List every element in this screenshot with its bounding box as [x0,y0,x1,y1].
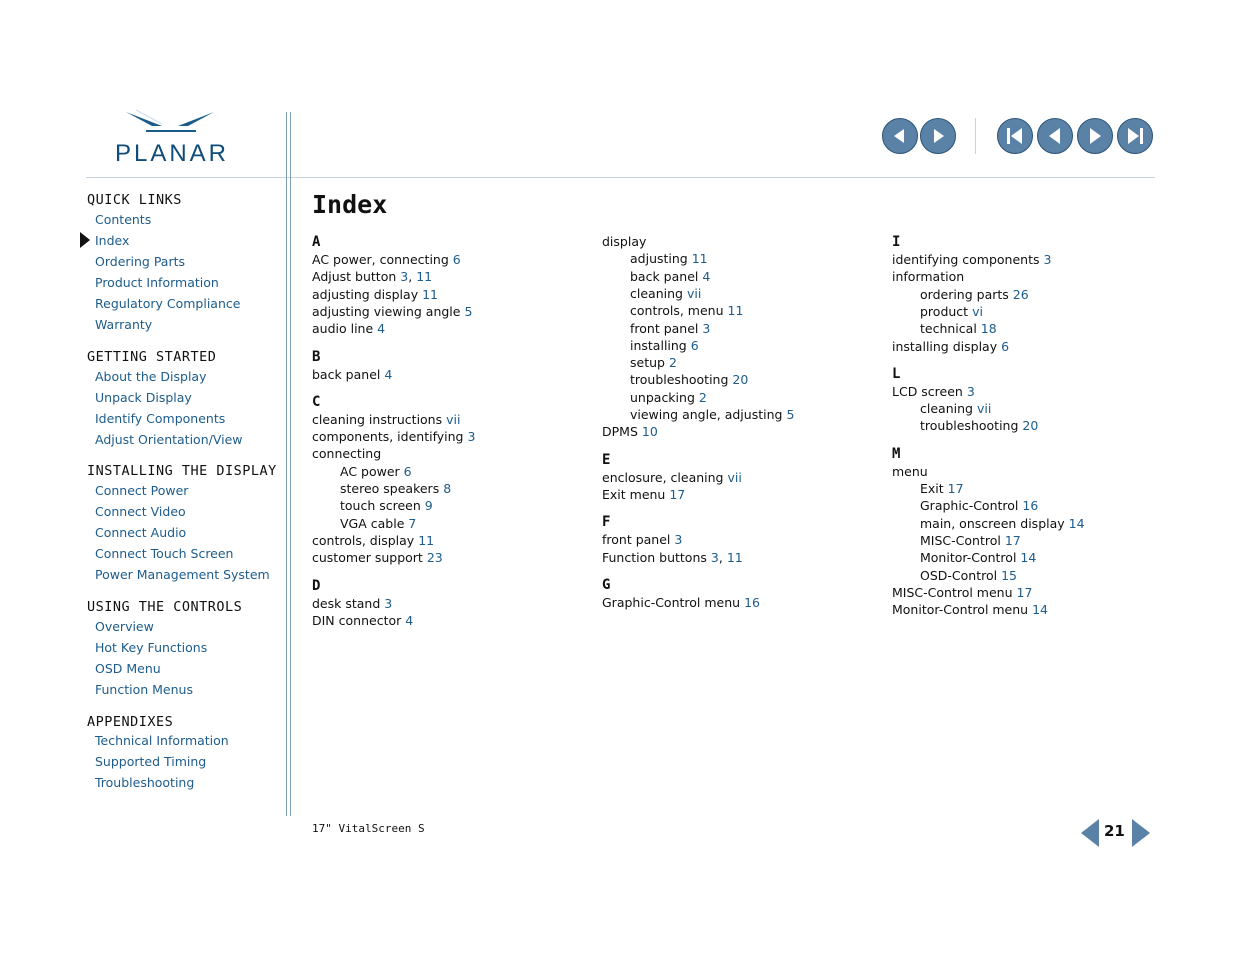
first-page-button[interactable] [997,118,1033,154]
index-page-link[interactable]: 4 [384,366,393,382]
index-page-link[interactable]: 17 [1004,532,1021,548]
sidebar-link-product-information[interactable]: Product Information [95,275,219,290]
index-term: Function buttons [602,549,707,565]
sidebar-link-connect-power[interactable]: Connect Power [95,483,189,498]
sidebar-link-power-management[interactable]: Power Management System [95,567,270,582]
index-term: technical [920,321,977,337]
index-page-link[interactable]: 11 [691,251,708,267]
sidebar-link-osd-menu[interactable]: OSD Menu [95,661,161,676]
index-subentry [630,303,743,318]
index-letter: G [602,576,611,593]
index-subentry [630,407,794,422]
index-letter: C [312,393,321,410]
index-entry [312,304,472,319]
index-letter: L [892,365,901,382]
index-term: Graphic-Control menu [602,594,741,610]
index-entry [312,269,432,284]
index-page-link[interactable]: 20 [1022,418,1039,434]
index-subentry [920,418,1038,433]
index-subentry [630,355,677,370]
index-subentry [630,372,748,387]
index-page-link[interactable]: 3 [966,383,975,399]
index-entry [892,384,975,399]
index-page-link[interactable]: 23 [426,550,443,566]
index-subentry [920,550,1036,565]
index-page-link[interactable]: 10 [641,424,658,440]
index-term: DIN connector [312,612,402,628]
index-term: customer support [312,550,423,566]
index-page-link[interactable]: 11 [422,286,438,302]
index-subentry [920,287,1029,302]
index-term: adjusting [630,251,688,267]
index-page-link[interactable]: 17 [947,481,964,496]
index-term: back panel [312,366,381,382]
index-term: controls, menu [630,303,724,319]
index-page-link[interactable]: 11 [727,303,744,319]
index-subentry [920,401,991,416]
index-term: OSD-Control [920,567,998,583]
index-page-link[interactable]: 16 [1022,498,1039,514]
sidebar-link-connect-audio[interactable]: Connect Audio [95,525,187,540]
index-term: installing [630,337,687,353]
index-term: cleaning instructions [312,411,443,427]
index-entry [312,429,475,444]
index-letter: D [312,577,321,594]
index-term: stereo speakers [340,481,440,496]
previous-page-button[interactable] [1037,118,1073,154]
index-entry [602,532,682,547]
index-subentry [920,304,983,319]
index-term: identifying components [892,252,1040,267]
index-subentry [340,498,433,513]
index-page-link[interactable]: 5 [786,407,795,422]
first-page-icon [1004,125,1026,147]
previous-page-arrow-icon[interactable] [1081,819,1099,847]
index-page-link[interactable]: vii [976,401,992,417]
index-entry [312,321,385,336]
index-entry [312,367,392,382]
last-page-button[interactable] [1117,118,1153,154]
index-page-link[interactable]: vii [686,285,702,301]
logo-text: PLANAR [114,140,230,167]
index-page-link[interactable]: 11 [418,532,435,548]
index-entry [602,234,646,249]
sidebar-link-identify-components[interactable]: Identify Components [95,411,226,426]
index-page-link[interactable]: 2 [698,389,707,405]
index-entry [312,287,438,302]
index-page-link[interactable]: 3 [384,595,393,611]
index-page-link[interactable]: 17 [1016,584,1033,600]
index-entry [602,487,685,502]
index-term: components, identifying [312,429,464,445]
index-page-link[interactable]: 3 [674,532,683,548]
index-page-link[interactable]: 14 [1020,550,1037,566]
index-subentry [920,481,964,496]
next-page-button[interactable] [1077,118,1113,154]
index-page-link[interactable]: 8 [443,481,452,496]
index-entry [312,550,443,565]
index-page-link[interactable]: 7 [408,515,417,531]
index-letter: M [892,445,901,462]
index-term: front panel [630,320,699,336]
index-term: desk stand [312,595,381,611]
index-entry [892,339,1009,354]
index-term: Exit [920,481,944,496]
index-term: adjusting display [312,286,419,302]
index-page-link[interactable]: vi [972,303,983,319]
index-page-link[interactable]: vii [727,469,742,485]
index-subentry [630,251,708,266]
index-term: AC power [340,463,400,479]
last-page-icon [1124,125,1146,147]
sidebar-link-warranty[interactable]: Warranty [95,317,153,332]
index-term: unpacking [630,389,695,405]
sidebar-link-about-display[interactable]: About the Display [95,369,207,384]
index-page-link[interactable]: 6 [403,463,412,479]
index-entry [602,595,760,610]
index-letter: F [602,514,611,531]
index-entry [312,412,460,427]
sidebar-link-regulatory-compliance[interactable]: Regulatory Compliance [95,296,241,311]
index-term: cleaning [920,401,973,417]
index-page-link[interactable]: 5 [464,303,473,319]
index-page-link[interactable]: 3 [467,429,476,445]
previous-page-icon [1044,125,1066,147]
index-term: enclosure, cleaning [602,469,724,485]
sidebar-heading-appendixes: APPENDIXES [87,714,174,730]
index-term: Adjust button [312,269,397,285]
index-term: troubleshooting [630,372,729,388]
index-entry [602,424,658,439]
index-entry [312,446,381,461]
sidebar-link-troubleshooting[interactable]: Troubleshooting [95,775,195,790]
index-page-link[interactable]: 14 [1068,515,1085,531]
index-subentry [630,321,710,336]
index-term: product [920,303,969,319]
index-page-link[interactable]: 4 [702,268,711,284]
sidebar-heading-getting-started: GETTING STARTED [87,349,217,365]
index-term: viewing angle, adjusting [630,407,783,422]
forward-arrow-icon [928,126,948,146]
index-entry [312,613,413,628]
index-term: display [602,234,647,249]
index-term: setup [630,355,665,371]
index-term: troubleshooting [920,418,1019,434]
page-separator: , [718,549,723,565]
index-term: adjusting viewing angle [312,303,461,319]
index-subentry [630,269,710,284]
index-page-link[interactable]: 9 [424,498,433,514]
index-page-link[interactable]: 11 [416,269,433,285]
index-entry [892,585,1032,600]
index-page-link[interactable]: 26 [1012,286,1029,302]
index-subentry [920,516,1085,531]
page-separator: , [408,269,413,285]
sidebar-link-function-menus[interactable]: Function Menus [95,682,193,697]
sidebar-link-adjust-orientation[interactable]: Adjust Orientation/View [95,432,243,447]
index-term: cleaning [630,285,683,301]
index-page-link[interactable]: 16 [744,594,760,610]
index-subentry [920,568,1017,583]
index-subentry [630,390,707,405]
sidebar-link-unpack-display[interactable]: Unpack Display [95,390,192,405]
index-term: main, onscreen display [920,515,1065,531]
sidebar-link-overview[interactable]: Overview [95,619,154,634]
forward-button[interactable] [920,118,956,154]
page-number: 21 [1104,822,1125,840]
index-entry [602,550,743,565]
index-subentry [340,516,416,531]
index-letter: A [312,234,321,250]
index-term: information [892,269,965,285]
index-page-link[interactable]: 17 [669,486,686,502]
footer-product-name: 17" VitalScreen S [312,822,425,835]
index-page-link[interactable]: 6 [452,252,461,267]
index-term: menu [892,463,928,479]
index-term: installing display [892,338,998,354]
index-term: VGA cable [340,515,405,531]
sidebar-heading-quick-links: QUICK LINKS [87,192,182,208]
index-term: MISC-Control [920,532,1001,548]
sidebar-rule-right [290,112,291,816]
index-term: Exit menu [602,486,666,502]
index-page-link[interactable]: 2 [668,355,677,371]
sidebar-link-technical-information[interactable]: Technical Information [95,733,229,748]
index-entry [312,533,434,548]
sidebar-heading-installing: INSTALLING THE DISPLAY [87,463,277,479]
index-term: connecting [312,446,382,462]
next-page-icon [1084,125,1106,147]
index-page-link[interactable]: 11 [726,549,743,565]
index-entry [892,252,1051,267]
index-page-link[interactable]: 3 [400,269,409,285]
sidebar-link-contents[interactable]: Contents [95,212,152,227]
sidebar-rule-left [286,112,287,816]
index-term: LCD screen [892,383,963,399]
index-subentry [340,464,412,479]
index-term: AC power, connecting [312,252,449,267]
index-term: Graphic-Control [920,498,1019,514]
index-term: ordering parts [920,286,1009,302]
index-page-link[interactable]: 4 [377,321,386,337]
index-subentry [630,338,699,353]
index-entry [312,596,392,611]
index-page-link[interactable]: 3 [1043,252,1052,267]
index-term: audio line [312,321,374,337]
index-entry [602,470,742,485]
index-page-link[interactable]: vii [446,411,461,427]
index-term: DPMS [602,424,638,440]
current-page-marker-icon [80,232,90,248]
index-subentry [920,498,1038,513]
index-page-link[interactable]: 6 [1001,338,1010,354]
index-term: MISC-Control menu [892,584,1013,600]
index-page-link[interactable]: 14 [1032,602,1049,618]
sidebar-link-connect-video[interactable]: Connect Video [95,504,186,519]
index-letter: E [602,451,611,468]
index-page-link[interactable]: 3 [710,549,719,565]
index-letter: I [892,234,901,250]
index-page-link[interactable]: 4 [405,612,414,628]
planar-logo [96,108,248,168]
page-title: Index [312,190,388,219]
index-letter: B [312,348,321,365]
index-subentry [920,321,997,336]
sidebar-link-index[interactable]: Index [95,233,130,248]
sidebar-link-connect-touch-screen[interactable]: Connect Touch Screen [95,546,234,561]
back-button[interactable] [882,118,918,154]
nav-separator [975,118,976,154]
index-subentry [630,286,701,301]
index-page-link[interactable]: 20 [732,372,749,388]
index-page-link[interactable]: 6 [690,337,699,353]
index-term: back panel [630,268,699,284]
index-subentry [340,481,451,496]
index-term: front panel [602,532,671,548]
index-page-link[interactable]: 18 [980,321,997,337]
index-page-link[interactable]: 15 [1001,567,1017,583]
sidebar-heading-using-controls: USING THE CONTROLS [87,599,243,615]
back-arrow-icon [890,126,910,146]
index-term: touch screen [340,498,421,514]
sidebar-link-hot-key-functions[interactable]: Hot Key Functions [95,640,208,655]
index-entry [312,252,461,267]
index-page-link[interactable]: 3 [702,320,711,336]
index-term: Monitor-Control menu [892,602,1029,618]
header-rule [86,177,1155,178]
next-page-arrow-icon[interactable] [1132,819,1150,847]
sidebar-link-ordering-parts[interactable]: Ordering Parts [95,254,186,269]
logo-mark-icon [96,108,248,140]
index-entry [892,602,1048,617]
sidebar-link-supported-timing[interactable]: Supported Timing [95,754,207,769]
index-term: Monitor-Control [920,550,1017,566]
index-subentry [920,533,1021,548]
index-entry [892,464,928,479]
index-entry [892,269,964,284]
index-term: controls, display [312,532,415,548]
